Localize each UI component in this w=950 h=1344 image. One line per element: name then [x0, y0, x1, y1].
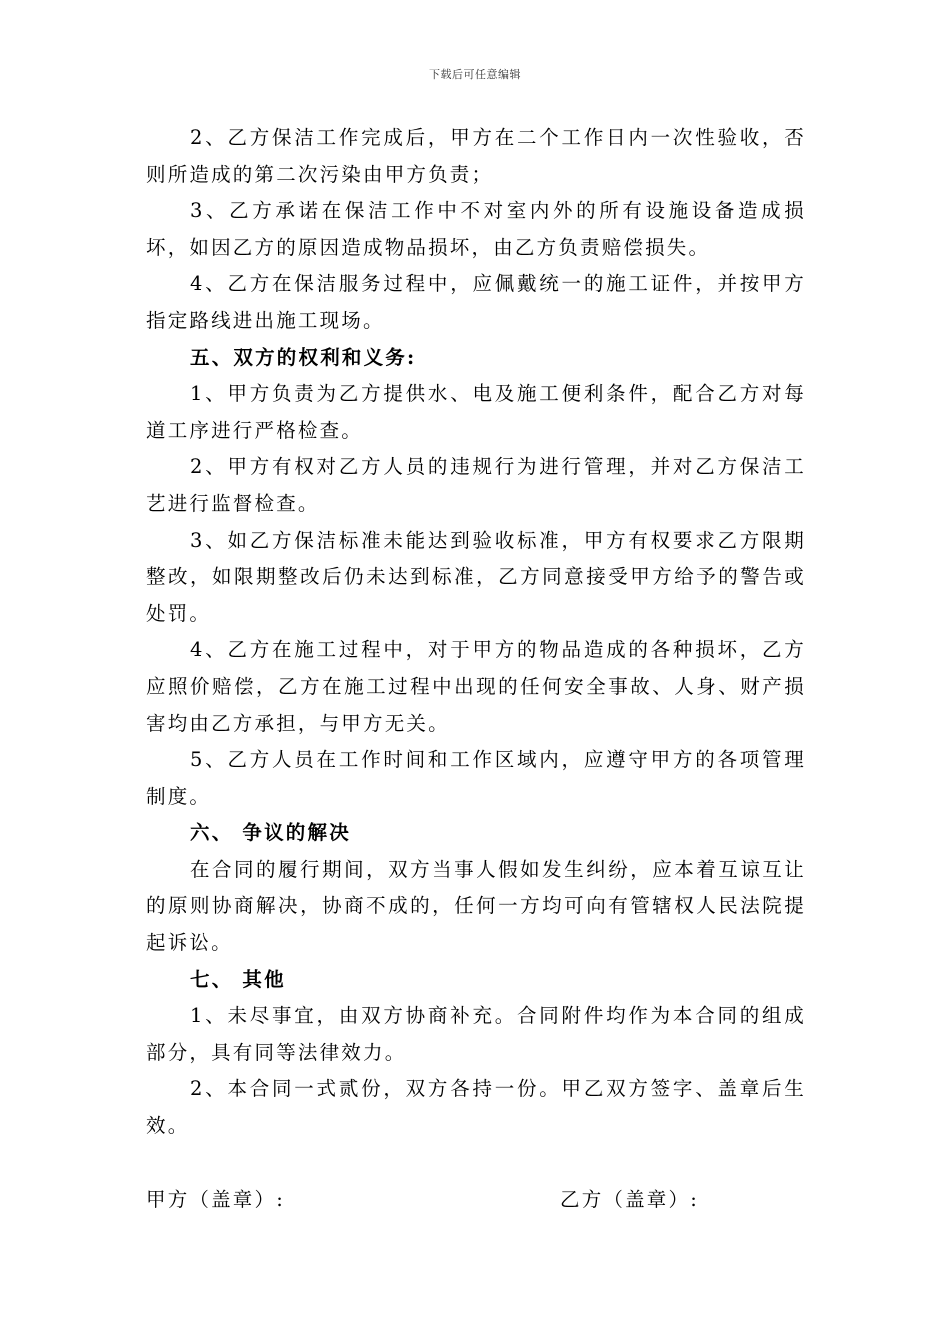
clause-5-3: 3、如乙方保洁标准未能达到验收标准，甲方有权要求乙方限期整改，如限期整改后仍未达到标准，乙方同意接受甲方给予的警告或处罚。: [146, 528, 806, 625]
section-heading-dispute-resolution: 六、 争议的解决: [190, 821, 351, 845]
clause-6-1: 在合同的履行期间，双方当事人假如发生纠纷，应本着互谅互让的原则协商解决，协商不成的，任何一方均可向有管辖权人民法院提起诉讼。: [146, 857, 806, 955]
clause-4-4: 4、乙方在保洁服务过程中，应佩戴统一的施工证件，并按甲方指定路线进出施工现场。: [146, 272, 806, 332]
section-heading-other: 七、 其他: [190, 967, 286, 991]
section-heading-rights-obligations: 五、双方的权利和义务:: [190, 345, 417, 369]
party-a-seal-label: 甲方（盖章）:: [146, 1188, 285, 1211]
clause-5-1: 1、甲方负责为乙方提供水、电及施工便利条件，配合乙方对每道工序进行严格检查。: [146, 382, 806, 442]
clause-4-2: 2、乙方保洁工作完成后，甲方在二个工作日内一次性验收，否则所造成的第二次污染由甲方负责；: [146, 126, 806, 186]
clause-5-2: 2、甲方有权对乙方人员的违规行为进行管理，并对乙方保洁工艺进行监督检查。: [146, 455, 806, 515]
clause-7-1: 1、未尽事宜，由双方协商补充。合同附件均作为本合同的组成部分，具有同等法律效力。: [146, 1004, 806, 1064]
clause-4-3: 3、乙方承诺在保洁工作中不对室内外的所有设施设备造成损坏，如因乙方的原因造成物品损坏，由乙方负责赔偿损失。: [146, 199, 806, 259]
clause-5-5: 5、乙方人员在工作时间和工作区域内，应遵守甲方的各项管理制度。: [146, 748, 806, 808]
clause-7-2: 2、本合同一式贰份，双方各持一份。甲乙双方签字、盖章后生效。: [146, 1077, 806, 1138]
clause-5-4: 4、乙方在施工过程中，对于甲方的物品造成的各种损坏，乙方应照价赔偿，乙方在施工过程中出现的任何安全事故、人身、财产损害均由乙方承担，与甲方无关。: [146, 638, 806, 735]
header-note: 下载后可任意编辑: [429, 68, 521, 81]
party-b-seal-label: 乙方（盖章）:: [560, 1188, 699, 1211]
contract-body: [146, 120, 806, 1145]
